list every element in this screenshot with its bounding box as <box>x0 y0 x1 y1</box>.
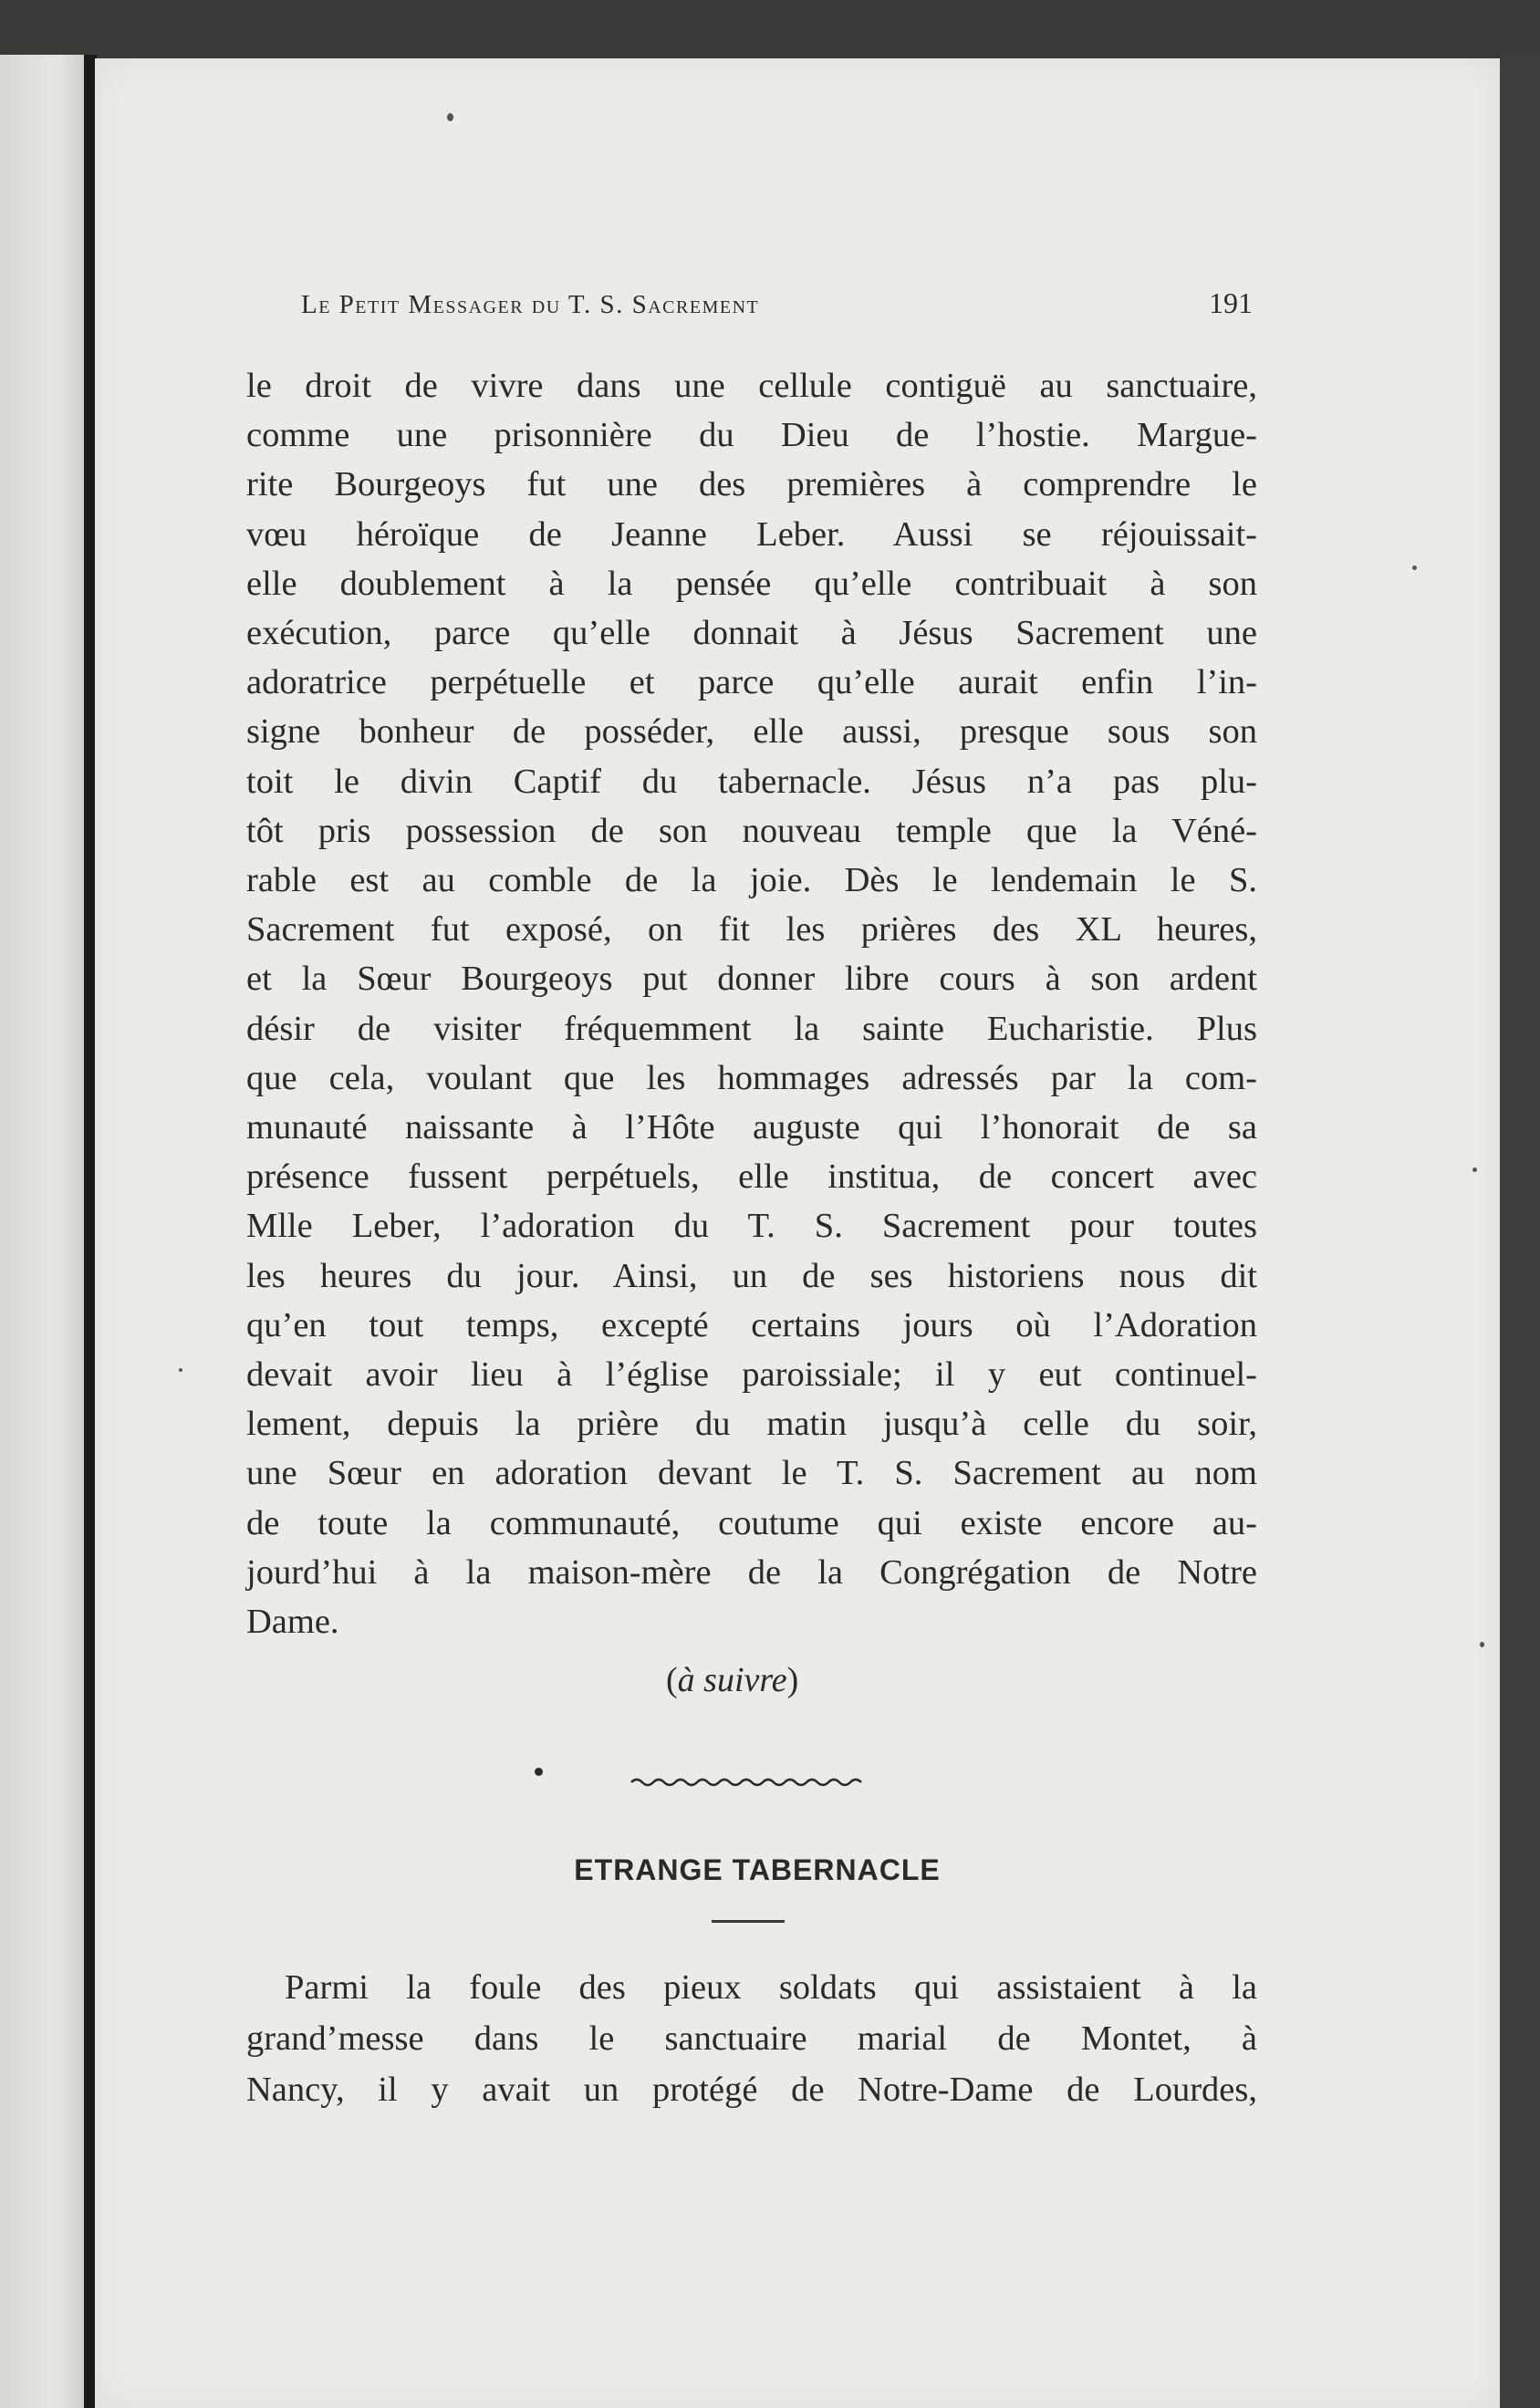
text-line: Nancy, il y avait un protégé de Notre-Dame de Lourdes, <box>246 2071 1257 2109</box>
text-line: que cela, voulant que les hommages adressés par la com- <box>246 1058 1257 1097</box>
text-line: elle doublement à la pensée qu’elle contribuait à son <box>246 564 1257 603</box>
text-line: munauté naissante à l’Hôte auguste qui l’honorait de sa <box>246 1108 1257 1147</box>
text-line: toit le divin Captif du tabernacle. Jésus n’a pas plu- <box>246 762 1257 801</box>
text-line: grand’messe dans le sanctuaire marial de Montet, à <box>246 2019 1257 2058</box>
text-line: rable est au comble de la joie. Dès le lendemain le S. <box>246 861 1257 900</box>
scan-right-border <box>1500 55 1540 2408</box>
paren-open: ( <box>666 1661 678 1699</box>
text-line: qu’en tout temps, excepté certains jours où l’Adoration <box>246 1305 1257 1344</box>
text-line: présence fussent perpétuels, elle institua, de concert avec <box>246 1157 1257 1197</box>
text-line: une Sœur en adoration devant le T. S. Sacrement au nom <box>246 1454 1257 1493</box>
text-line: comme une prisonnière du Dieu de l’hostie. Margue- <box>246 416 1257 455</box>
scan-speck <box>447 113 453 121</box>
section-title: ETRANGE TABERNACLE <box>574 1853 941 1886</box>
scan-speck <box>1472 1168 1477 1172</box>
text-line: Sacrement fut exposé, on fit les prières des XL heures, <box>246 910 1257 950</box>
text-line: les heures du jour. Ainsi, un de ses historiens nous dit <box>246 1256 1257 1295</box>
wave-ornament-divider <box>630 1774 867 1789</box>
text-line: Parmi la foule des pieux soldats qui assistaient à la <box>285 1968 1257 2007</box>
stray-dot <box>535 1768 543 1776</box>
text-line: et la Sœur Bourgeoys put donner libre cours à son ardent <box>246 960 1257 999</box>
scan-speck <box>179 1368 182 1372</box>
text-line: jourd’hui à la maison-mère de la Congrégation de Notre <box>246 1552 1257 1592</box>
scan-speck <box>1412 566 1417 570</box>
text-line: adoratrice perpétuelle et parce qu’elle aurait enfin l’in- <box>246 663 1257 702</box>
text-line: rite Bourgeoys fut une des premières à comprendre le <box>246 465 1257 504</box>
title-underline-rule <box>712 1920 785 1923</box>
to-be-continued-note <box>666 1660 798 1700</box>
scan-top-border <box>0 0 1540 58</box>
scan-speck <box>1480 1642 1484 1647</box>
facing-page-edge <box>0 55 84 2408</box>
text-line: Dame. <box>246 1603 339 1642</box>
section-paragraph <box>246 1962 1257 2115</box>
text-line: devait avoir lieu à l’église paroissiale; il y eut continuel- <box>246 1355 1257 1395</box>
text-line: signe bonheur de posséder, elle aussi, presque sous son <box>246 712 1257 752</box>
text-line: tôt pris possession de son nouveau temple que la Véné- <box>246 811 1257 850</box>
text-line: de toute la communauté, coutume qui existe encore au- <box>246 1503 1257 1542</box>
text-line: Mlle Leber, l’adoration du T. S. Sacrement pour toutes <box>246 1207 1257 1246</box>
text-line: exécution, parce qu’elle donnait à Jésus Sacrement une <box>246 614 1257 653</box>
to-follow-text: à suivre <box>677 1661 787 1699</box>
text-line: le droit de vivre dans une cellule contiguë au sanctuaire, <box>246 367 1257 405</box>
page-number: 191 <box>1209 286 1253 319</box>
text-line: vœu héroïque de Jeanne Leber. Aussi se réjouissait- <box>246 514 1257 554</box>
body-paragraph <box>246 361 1257 1646</box>
text-line: désir de visiter fréquemment la sainte Eucharistie. Plus <box>246 1009 1257 1048</box>
paren-close: ) <box>786 1661 799 1699</box>
running-header: Le Petit Messager du T. S. Sacrement <box>301 290 760 319</box>
text-line: lement, depuis la prière du matin jusqu’à celle du soir, <box>246 1405 1257 1444</box>
